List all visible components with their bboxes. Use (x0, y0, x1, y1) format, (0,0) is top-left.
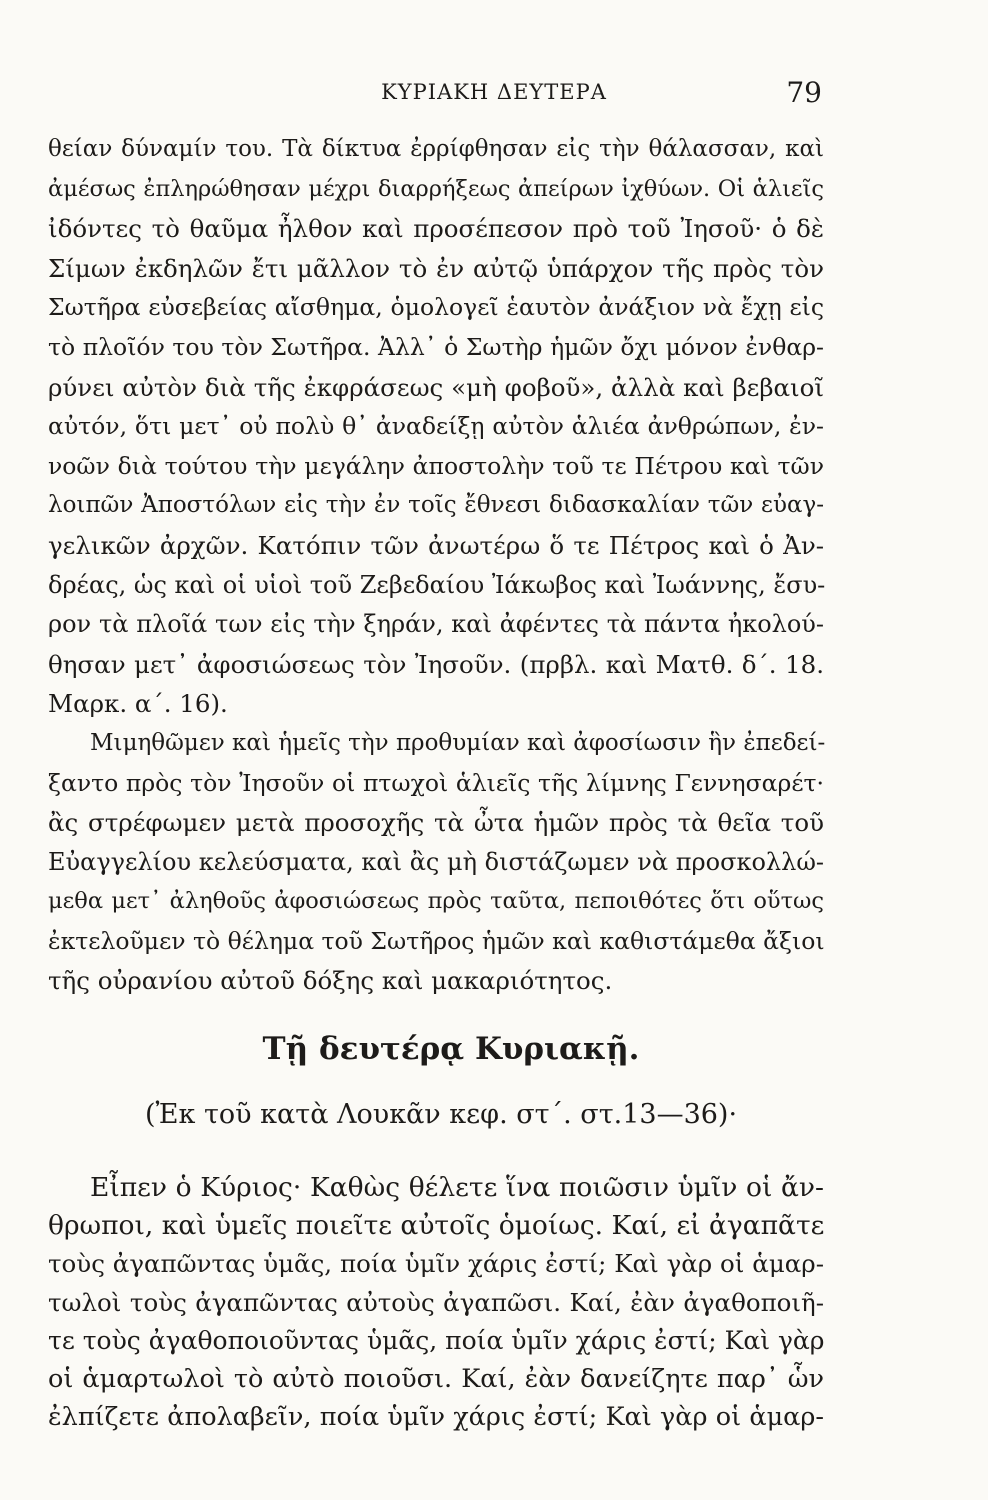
text-line: ἰδόντες τὸ θαῦμα ἦλθον καὶ προσέπεσον πρὸ τοῦ Ἰησοῦ· ὁ δὲ (48, 214, 824, 244)
text-line: Μαρκ. α΄. 16). (48, 689, 228, 719)
text-line: δρέας, ὡς καὶ οἱ υἱοὶ τοῦ Ζεβεδαίου Ἰάκωβος καὶ Ἰωάννης, ἔσυ- (48, 570, 826, 599)
text-line: Εὐαγγελίου κελεύσματα, καὶ ἂς μὴ διστάζωμεν νὰ προσκολλώ- (48, 847, 824, 876)
text-line: ἐλπίζετε ἀπολαβεῖν, ποία ὑμῖν χάρις ἐστί; Καὶ γὰρ οἱ ἁμαρ- (48, 1402, 824, 1433)
text-line: θείαν δύναμίν του. Τὰ δίκτυα ἐρρίφθησαν εἰς τὴν θάλασσαν, καὶ (48, 136, 824, 162)
page-number: 79 (786, 76, 822, 109)
paragraph-1 (48, 130, 824, 724)
text-line: αὐτόν, ὅτι μετ᾿ οὐ πολὺ θ᾿ ἀναδείξῃ αὐτὸν ἁλιέα ἀνθρώπων, ἐν- (48, 412, 824, 441)
text-line: Σωτῆρα εὐσεβείας αἴσθημα, ὁμολογεῖ ἑαυτὸν ἀνάξιον νὰ ἔχῃ εἰς (48, 293, 824, 322)
text-line: τῆς οὐρανίου αὐτοῦ δόξης καὶ μακαριότητος. (48, 966, 613, 996)
text-line: ἐκτελοῦμεν τὸ θέλημα τοῦ Σωτῆρος ἡμῶν καὶ καθιστάμεθα ἄξιοι (48, 926, 825, 955)
text-line: λοιπῶν Ἀποστόλων εἰς τὴν ἐν τοῖς ἔθνεσι διδασκαλίαν τῶν εὐαγ- (48, 492, 824, 519)
spacer (48, 1001, 824, 1023)
text-line: θρωποι, καὶ ὑμεῖς ποιεῖτε αὐτοῖς ὁμοίως. Καί, εἰ ἀγαπᾶτε (48, 1210, 825, 1242)
body-text (48, 130, 824, 1436)
running-head (0, 78, 988, 110)
text-line: τωλοὶ τοὺς ἀγαπῶντας αὐτοὺς ἀγαπῶσι. Καί, ἐὰν ἀγαθοποιῆ- (48, 1287, 824, 1317)
text-line: τοὺς ἀγαπῶντας ὑμᾶς, ποία ὑμῖν χάρις ἐστί; Καὶ γὰρ οἱ ἁμαρ- (48, 1249, 824, 1279)
text-line: γελικῶν ἀρχῶν. Κατόπιν τῶν ἀνωτέρω ὅ τε Πέτρος καὶ ὁ Ἀν- (48, 530, 824, 560)
spacer (48, 1137, 824, 1169)
text-line: ξαντο πρὸς τὸν Ἰησοῦν οἱ πτωχοὶ ἁλιεῖς τῆς λίμνης Γεννησαρέτ· (48, 768, 824, 797)
text-line: θησαν μετ᾿ ἀφοσιώσεως τὸν Ἰησοῦν. (πρβλ. καὶ Ματθ. δ΄. 18. (48, 649, 824, 679)
text-line: νοῶν διὰ τούτου τὴν μεγάλην ἀποστολὴν τοῦ τε Πέτρου καὶ τῶν (48, 451, 824, 480)
text-line: τε τοὺς ἀγαθοποιοῦντας ὑμᾶς, ποία ὑμῖν χάρις ἐστί; Καὶ γὰρ (48, 1325, 825, 1355)
text-line: ρύνει αὐτὸν διὰ τῆς ἐκφράσεως «μὴ φοβοῦ», ἀλλὰ καὶ βεβαιοῖ (48, 372, 824, 402)
spacer (48, 1075, 824, 1093)
running-title: ΚΥΡΙΑΚΗ ΔΕΥΤΕΡΑ (381, 80, 607, 104)
text-line: οἱ ἁμαρτωλοὶ τὸ αὐτὸ ποιοῦσι. Καί, ἐὰν δανείζητε παρ᾿ ὧν (48, 1364, 824, 1394)
scripture-reference: (Ἐκ τοῦ κατὰ Λουκᾶν κεφ. στ΄. στ.13—36)· (144, 1099, 738, 1131)
text-line: ἂς στρέφωμεν μετὰ προσοχῆς τὰ ὦτα ἡμῶν πρὸς τὰ θεῖα τοῦ (48, 808, 824, 838)
text-line: τὸ πλοῖόν του τὸν Σωτῆρα. Ἀλλ᾿ ὁ Σωτὴρ ἡμῶν ὄχι μόνον ἐνθαρ- (48, 332, 824, 361)
section-heading: Τῇ δευτέρᾳ Κυριακῇ. (262, 1031, 640, 1068)
text-line: μεθα μετ᾿ ἀληθοῦς ἀφοσιώσεως πρὸς ταῦτα, πεποιθότες ὅτι οὕτως (48, 888, 824, 915)
text-line: Μιμηθῶμεν καὶ ἡμεῖς τὴν προθυμίαν καὶ ἀφοσίωσιν ἣν ἐπεδεί- (90, 729, 826, 756)
paragraph-2 (48, 724, 824, 1001)
text-line: ρον τὰ πλοῖά των εἰς τὴν ξηράν, καὶ ἀφέντες τὰ πάντα ἠκολού- (48, 610, 824, 639)
paragraph-3 (48, 1169, 824, 1436)
text-line: Εἶπεν ὁ Κύριος· Καθὼς θέλετε ἵνα ποιῶσιν ὑμῖν οἱ ἄν- (90, 1172, 824, 1204)
text-line: ἀμέσως ἐπληρώθησαν μέχρι διαρρήξεως ἀπείρων ἰχθύων. Οἱ ἁλιεῖς (48, 175, 824, 202)
text-line: Σίμων ἐκδηλῶν ἔτι μᾶλλον τὸ ἐν αὐτῷ ὑπάρχον τῆς πρὸς τὸν (48, 253, 824, 283)
